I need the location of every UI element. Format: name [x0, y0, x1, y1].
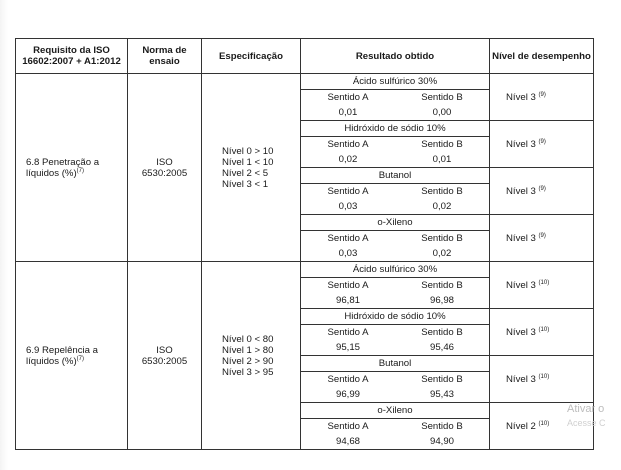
test-standard-cell — [128, 262, 202, 450]
requirement-text: 6.8 Penetração a líquidos (%) — [26, 156, 100, 179]
direction-b-label: Sentido B — [421, 232, 463, 244]
direction-a-value: 0,03 — [338, 247, 358, 259]
table-body — [16, 74, 594, 450]
header-requirement: Requisito da ISO 16602:2007 + A1:2012 — [16, 39, 128, 74]
direction-b-label: Sentido B — [421, 138, 463, 150]
table-row — [16, 74, 594, 121]
result-cell — [301, 121, 490, 168]
direction-a-value: 96,81 — [335, 294, 360, 306]
header-performance: Nível de desempenho — [490, 39, 594, 74]
performance-footnote: (10) — [538, 420, 550, 427]
chemical-name: Ácido sulfúrico 30% — [352, 75, 438, 87]
chemical-result-block — [301, 168, 489, 214]
requirement-footnote: (7) — [76, 355, 84, 362]
test-standard-cell — [128, 74, 202, 262]
test-standard-text: ISO 6530:2005 — [141, 344, 188, 367]
requirement-text: 6.9 Repelência a líquidos (%) — [26, 344, 99, 367]
requirement-cell — [16, 262, 128, 450]
performance-footnote: (10) — [538, 373, 550, 380]
chemical-name: o-Xileno — [377, 216, 413, 228]
specification-cell — [202, 262, 301, 450]
specification-level: Nível 1 > 80 — [222, 344, 274, 356]
activation-watermark: Ativar o — [567, 403, 605, 415]
chemical-result-block — [301, 215, 489, 261]
chemical-result-block — [301, 309, 489, 355]
direction-b-value: 0,02 — [432, 200, 452, 212]
performance-footnote: (9) — [538, 138, 546, 145]
chemical-name: Butanol — [378, 169, 412, 181]
direction-a-label: Sentido A — [327, 279, 369, 291]
specification-level: Nível 1 < 10 — [222, 156, 274, 168]
chemical-result-block — [301, 356, 489, 402]
specification-level: Nível 0 < 80 — [222, 333, 274, 345]
table-row — [16, 262, 594, 309]
performance-level-cell — [490, 74, 594, 121]
direction-a-label: Sentido A — [327, 91, 369, 103]
header-result: Resultado obtido — [301, 39, 490, 74]
performance-level: Nível 2 — [506, 420, 536, 432]
specification-cell — [202, 74, 301, 262]
chemical-name: o-Xileno — [377, 404, 413, 416]
result-cell — [301, 403, 490, 450]
header-specification: Especificação — [202, 39, 301, 74]
iso-results-table — [15, 38, 594, 450]
performance-level: Nível 3 — [506, 326, 536, 338]
performance-level: Nível 3 — [506, 279, 536, 291]
direction-a-value: 94,68 — [335, 435, 360, 447]
direction-b-value: 95,46 — [429, 341, 454, 353]
chemical-result-block — [301, 121, 489, 167]
chemical-name: Ácido sulfúrico 30% — [352, 263, 438, 275]
specification-level: Nível 2 < 5 — [222, 167, 269, 179]
performance-level: Nível 3 — [506, 91, 536, 103]
performance-level-cell — [490, 309, 594, 356]
performance-footnote: (9) — [538, 91, 546, 98]
performance-footnote: (9) — [538, 232, 546, 239]
specification-level: Nível 0 > 10 — [222, 145, 274, 157]
result-cell — [301, 262, 490, 309]
chemical-name: Butanol — [378, 357, 412, 369]
direction-a-value: 0,01 — [338, 106, 358, 118]
result-cell — [301, 356, 490, 403]
direction-a-value: 96,99 — [335, 388, 360, 400]
chemical-name: Hidróxido de sódio 10% — [344, 310, 446, 322]
direction-b-label: Sentido B — [421, 185, 463, 197]
activation-watermark-sub: Acesse C — [567, 418, 606, 428]
header-row — [16, 39, 594, 74]
page-edge-shadow — [0, 0, 8, 470]
requirement-cell — [16, 74, 128, 262]
direction-a-label: Sentido A — [327, 185, 369, 197]
direction-b-value: 94,90 — [429, 435, 454, 447]
direction-b-label: Sentido B — [421, 326, 463, 338]
performance-footnote: (10) — [538, 279, 550, 286]
direction-a-label: Sentido A — [327, 138, 369, 150]
direction-a-label: Sentido A — [327, 232, 369, 244]
direction-b-value: 0,02 — [432, 247, 452, 259]
direction-a-value: 95,15 — [335, 341, 360, 353]
chemical-result-block — [301, 262, 489, 308]
direction-b-label: Sentido B — [421, 373, 463, 385]
specification-level: Nível 3 > 95 — [222, 366, 274, 378]
direction-a-label: Sentido A — [327, 373, 369, 385]
chemical-result-block — [301, 74, 489, 120]
direction-a-label: Sentido A — [327, 420, 369, 432]
test-standard-text: ISO 6530:2005 — [141, 156, 188, 179]
result-cell — [301, 74, 490, 121]
result-cell — [301, 168, 490, 215]
direction-b-label: Sentido B — [421, 420, 463, 432]
chemical-name: Hidróxido de sódio 10% — [344, 122, 446, 134]
performance-level: Nível 3 — [506, 232, 536, 244]
direction-b-value: 95,43 — [429, 388, 454, 400]
result-cell — [301, 309, 490, 356]
direction-b-label: Sentido B — [421, 279, 463, 291]
performance-level: Nível 3 — [506, 185, 536, 197]
direction-b-value: 0,00 — [432, 106, 452, 118]
direction-a-value: 0,02 — [338, 153, 358, 165]
specification-level: Nível 3 < 1 — [222, 178, 269, 190]
performance-footnote: (10) — [538, 326, 550, 333]
performance-footnote: (9) — [538, 185, 546, 192]
performance-level-cell — [490, 262, 594, 309]
direction-b-label: Sentido B — [421, 91, 463, 103]
performance-level: Nível 3 — [506, 138, 536, 150]
performance-level-cell — [490, 168, 594, 215]
chemical-result-block — [301, 403, 489, 449]
direction-b-value: 0,01 — [432, 153, 452, 165]
performance-level-cell — [490, 121, 594, 168]
direction-a-label: Sentido A — [327, 326, 369, 338]
performance-level: Nível 3 — [506, 373, 536, 385]
header-test-standard: Norma de ensaio — [128, 39, 202, 74]
performance-level-cell — [490, 356, 594, 403]
direction-b-value: 96,98 — [429, 294, 454, 306]
performance-level-cell — [490, 215, 594, 262]
requirement-footnote: (7) — [76, 167, 84, 174]
result-cell — [301, 215, 490, 262]
direction-a-value: 0,03 — [338, 200, 358, 212]
specification-level: Nível 2 > 90 — [222, 355, 274, 367]
